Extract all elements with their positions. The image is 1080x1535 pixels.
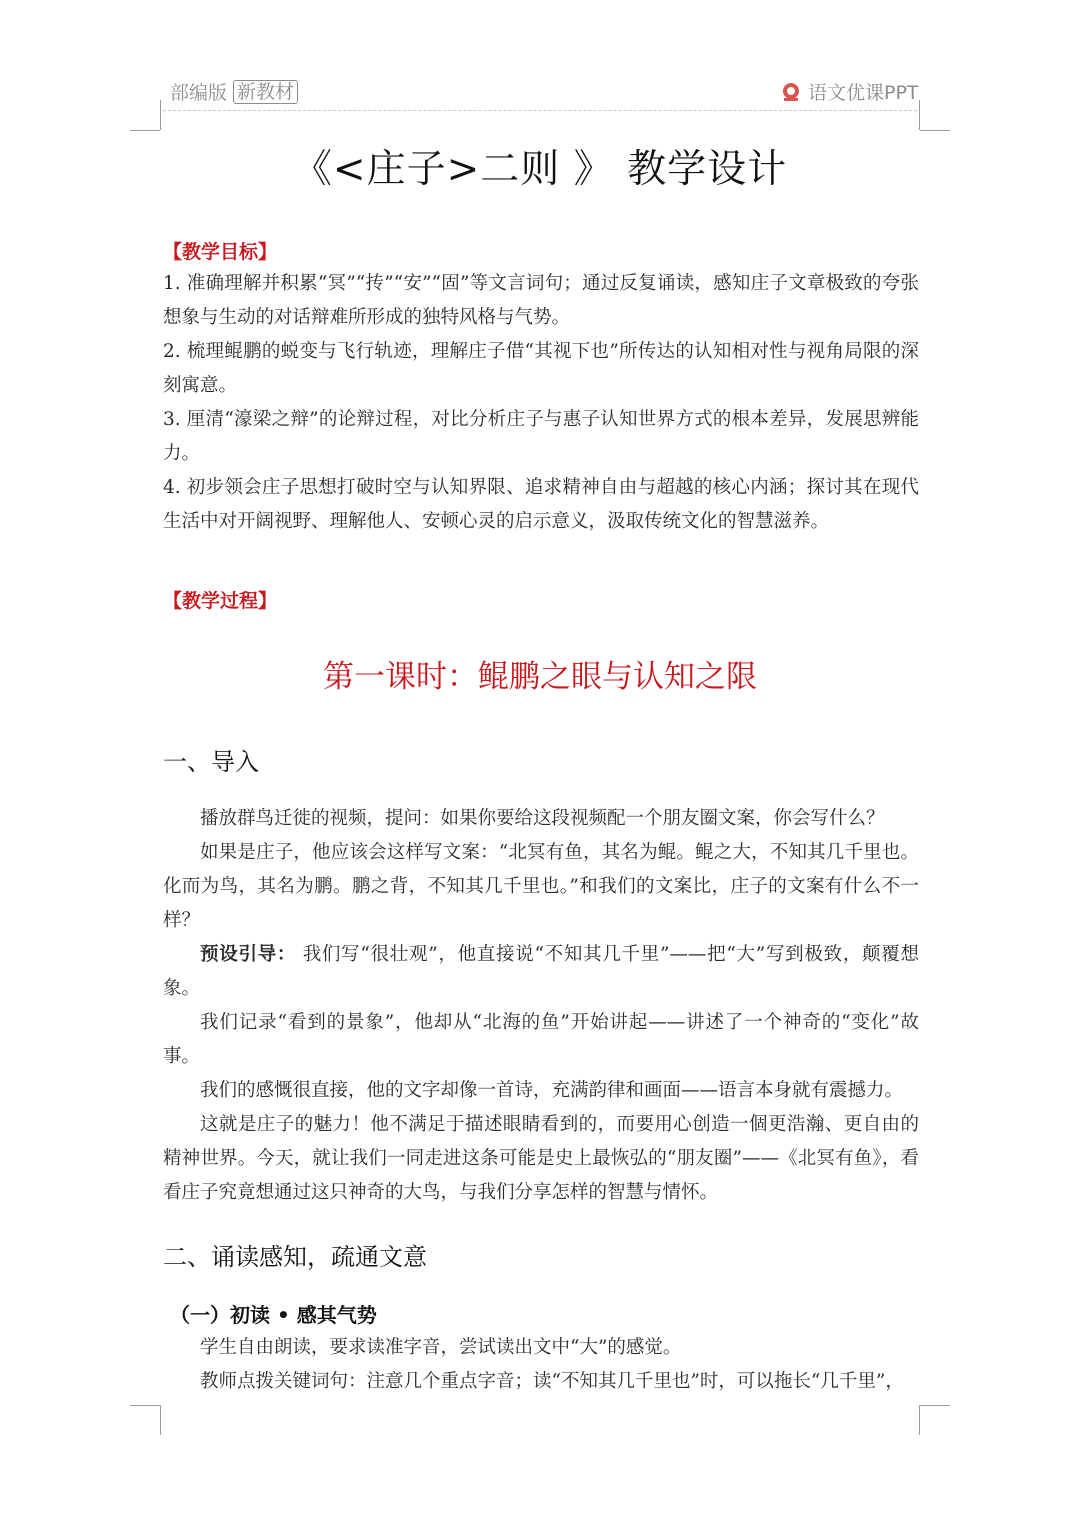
preset-guide-label: 预设引导： — [200, 944, 297, 965]
page-title: 《<庄子>二则 》 教学设计 — [292, 147, 788, 192]
paragraph: 我们记录“看到的景象”，他却从“北海的鱼”开始讲起——讲述了一个神奇的“变化”故事。 — [163, 1012, 919, 1067]
edition-label: 部编版 — [170, 82, 228, 104]
brand-name: 语文优课PPT — [808, 82, 919, 104]
paragraph: 学生自由朗读，要求读准字音，尝试读出文中“大”的感觉。 — [200, 1337, 682, 1358]
header-left — [170, 78, 298, 105]
header-right — [780, 78, 919, 105]
paragraph: 教师点拨关键词句：注意几个重点字音；读“不知其几千里也”时，可以拖长“几千里”， — [200, 1371, 904, 1392]
paragraph: 播放群鸟迁徙的视频，提问：如果你要给这段视频配一个朋友圈文案，你会写什么？ — [200, 808, 885, 829]
goal-item: 4. 初步领会庄子思想打破时空与认知界限、追求精神自由与超越的核心内涵；探讨其在现代生活中对开阔视野、理解他人、安顿心灵的启示意义，汲取传统文化的智慧滋养。 — [163, 477, 919, 532]
new-textbook-badge: 新教材 — [233, 80, 298, 104]
crop-mark — [919, 1405, 920, 1435]
paragraph: 这就是庄子的魅力！他不满足于描述眼睛看到的，而要用心创造一個更浩瀚、更自由的精神世界。今天，就让我们一同走进这条可能是史上最恢弘的“朋友圈”——《北冥有鱼》，看看庄子究竟想通过这只神奇的大鸟，与我们分享怎样的智慧与情怀。 — [163, 1114, 919, 1203]
goals-tag: 【教学目标】 — [163, 241, 278, 263]
lesson-title: 第一课时：鲲鹏之眼与认知之限 — [323, 659, 757, 695]
crop-mark — [160, 1405, 161, 1435]
crop-mark — [920, 1405, 950, 1406]
paragraph: 如果是庄子，他应该会这样写文案：“北冥有鱼，其名为鲲。鲲之大，不知其几千里也。化而为鸟，其名为鹏。鹏之背，不知其几千里也。”和我们的文案比，庄子的文案有什么不一样？ — [163, 842, 919, 931]
paragraph: 我们的感慨很直接，他的文字却像一首诗，充满韵律和画面——语言本身就有震撼力。 — [200, 1080, 904, 1101]
goal-item: 2. 梳理鲲鹏的蜕变与飞行轨迹，理解庄子借“其视下也”所传达的认知相对性与视角局限的深刻寓意。 — [163, 341, 919, 396]
crop-mark — [130, 130, 160, 131]
process-tag: 【教学过程】 — [163, 590, 278, 612]
goal-item: 3. 厘清“濠梁之辩”的论辩过程，对比分析庄子与惠子认知世界方式的根本差异，发展思辨能力。 — [163, 409, 919, 464]
subsection-heading: （一）初读 • 感其气势 — [170, 1303, 377, 1327]
crop-mark — [919, 100, 920, 130]
section-heading: 二、诵读感知，疏通文意 — [163, 1243, 427, 1271]
header-divider — [163, 110, 917, 111]
paragraph — [163, 938, 919, 1006]
section-heading: 一、导入 — [163, 748, 259, 776]
preset-guide-text: 我们写“很壮观”，他直接说“不知其几千里”——把“大”写到极致，颠覆想象。 — [163, 944, 919, 999]
goal-item: 1. 准确理解并积累“冥”“抟”“安”“固”等文言词句；通过反复诵读，感知庄子文章极致的夸张想象与生动的对话辩难所形成的独特风格与气势。 — [163, 273, 919, 328]
brand-logo-icon — [780, 81, 802, 103]
crop-mark — [920, 130, 950, 131]
crop-mark — [160, 100, 161, 130]
crop-mark — [130, 1405, 160, 1406]
